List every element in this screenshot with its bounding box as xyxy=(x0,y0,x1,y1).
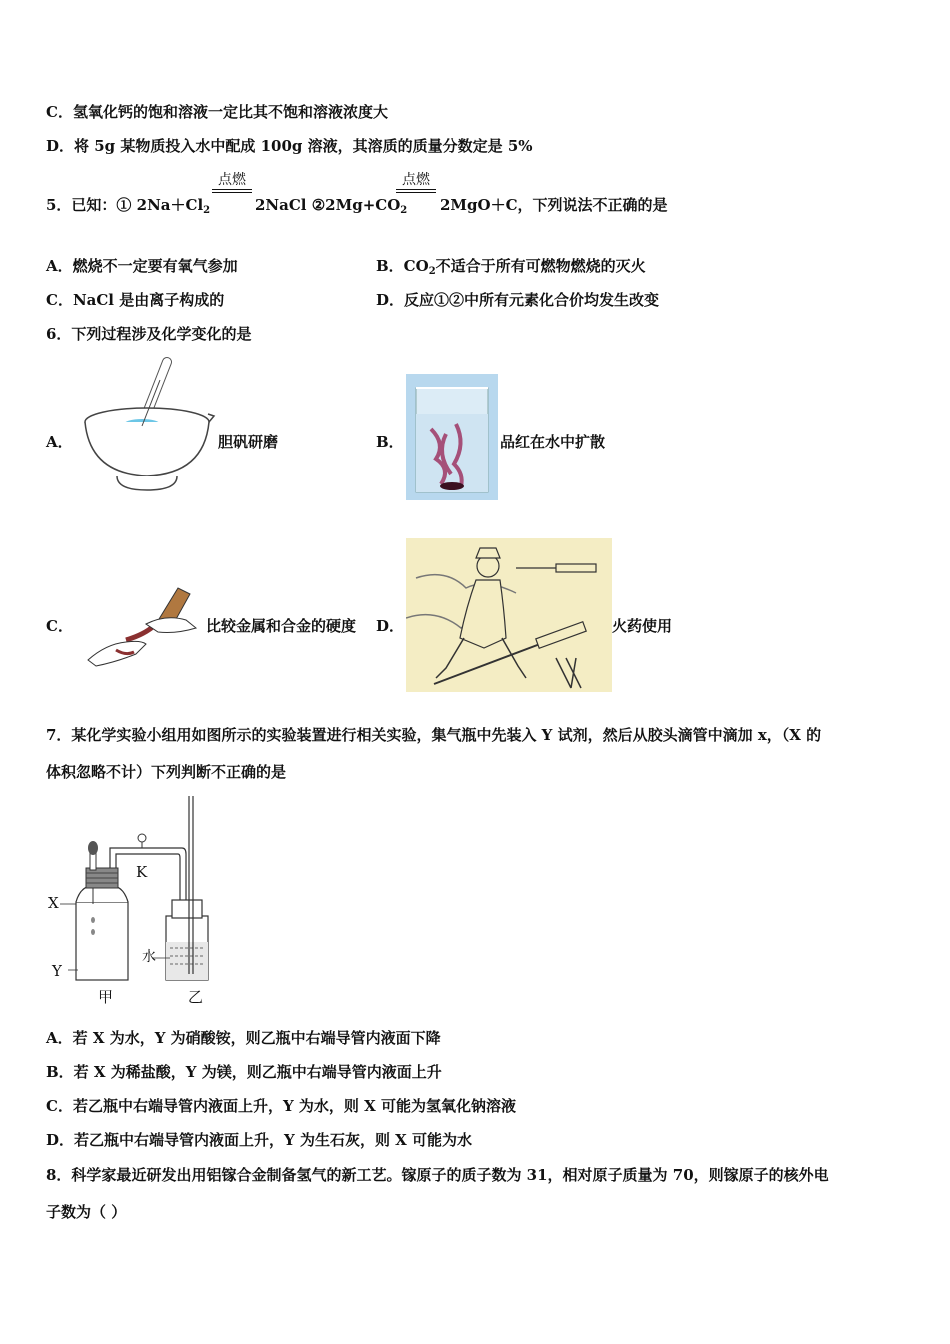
q6-option-c-letter: C． xyxy=(46,617,73,635)
gunpowder-soldier-image xyxy=(406,538,612,692)
q5-option-c: C．NaCl 是由离子构成的 xyxy=(46,291,225,309)
q6-option-a-text: 胆矾研磨 xyxy=(218,433,279,451)
q7-option-a: A．若 X 为水，Y 为硝酸铵，则乙瓶中右端导管内液面下降 xyxy=(46,1029,441,1047)
q7-label-yi: 乙 xyxy=(188,988,204,1006)
q4-option-d: D．将 5g 某物质投入水中配成 100g 溶液，其溶质的质量分数定是 5% xyxy=(46,137,533,155)
q6-option-c-text: 比较金属和合金的硬度 xyxy=(206,617,357,635)
q5-stem-suffix: 2MgO＋C，下列说法不正确的是 xyxy=(440,196,668,214)
q5-stem-prefix: 5．已知：① $2Na+Cl_2$ xyxy=(46,196,211,216)
q8-stem-line2: 子数为（ ） xyxy=(46,1203,127,1221)
q5-option-b: B．$CO_2$不适合于所有可燃物燃烧的灭火 xyxy=(376,257,646,277)
q6-stem: 6．下列过程涉及化学变化的是 xyxy=(46,325,252,343)
q5-stem-middle: 2NaCl $②2Mg+CO_2$ xyxy=(255,196,408,216)
q5-condition-ignite-1: 点燃 xyxy=(212,172,252,193)
q6-option-d-text: 火药使用 xyxy=(612,617,673,635)
q5-option-a: A．燃烧不一定要有氧气参加 xyxy=(46,257,238,275)
q7-label-water: 水 xyxy=(142,949,156,965)
q6-option-a-letter: A． xyxy=(46,433,73,451)
mortar-pestle-image xyxy=(72,356,216,496)
q7-label-y: Y xyxy=(52,962,62,980)
q7-stem-line2: 体积忽略不计）下列判断不正确的是 xyxy=(46,763,287,781)
q4-option-c: C．氢氧化钙的饱和溶液一定比其不饱和溶液浓度大 xyxy=(46,103,388,121)
q7-option-d: D．若乙瓶中右端导管内液面上升，Y 为生石灰，则 X 可能为水 xyxy=(46,1131,473,1149)
q6-option-b-text: 品红在水中扩散 xyxy=(500,433,606,451)
q7-option-c: C．若乙瓶中右端导管内液面上升，Y 为水，则 X 可能为氢氧化钠溶液 xyxy=(46,1097,516,1115)
q7-label-x: X xyxy=(48,894,59,912)
q8-stem-line1: 8．科学家最近研发出用铝镓合金制备氢气的新工艺。镓原子的质子数为 31，相对原子质量为 70，则镓原子的核外电 xyxy=(46,1166,829,1184)
beaker-dye-image xyxy=(406,374,498,500)
q5-option-d: D．反应①②中所有元素化合价均发生改变 xyxy=(376,291,660,309)
q7-stem-line1: 7．某化学实验小组用如图所示的实验装置进行相关实验，集气瓶中先装入 Y 试剂，然后从胶头滴管中滴加 x，（X 的 xyxy=(46,726,822,744)
metal-hardness-hands-image xyxy=(86,584,206,670)
q5-condition-ignite-2: 点燃 xyxy=(396,172,436,193)
q7-label-k: K xyxy=(136,863,148,881)
q6-option-b-letter: B． xyxy=(376,433,404,451)
q6-option-d-letter: D． xyxy=(376,617,405,635)
q7-option-b: B．若 X 为稀盐酸，Y 为镁，则乙瓶中右端导管内液面上升 xyxy=(46,1063,442,1081)
q7-apparatus-diagram xyxy=(46,792,236,1008)
q7-label-jia: 甲 xyxy=(98,988,114,1006)
